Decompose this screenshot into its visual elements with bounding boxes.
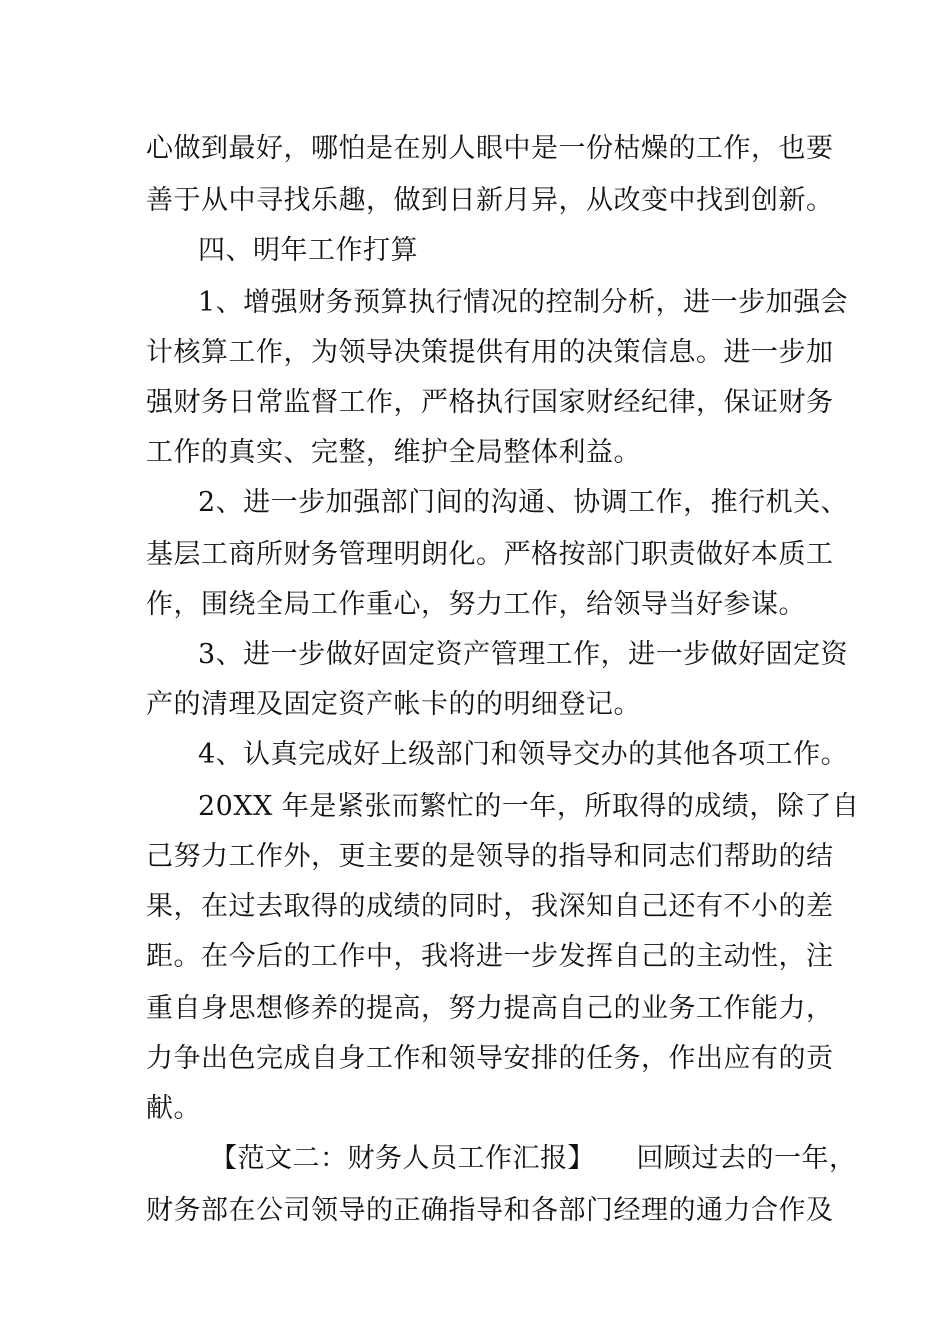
text-line: 强财务日常监督工作，严格执行国家财经纪律，保证财务 — [146, 387, 834, 418]
text-line: 善于从中寻找乐趣，做到日新月异，从改变中找到创新。 — [146, 185, 834, 216]
text-line: 基层工商所财务管理明朗化。严格按部门职责做好本质工 — [146, 539, 834, 570]
text-line: 工作的真实、完整，维护全局整体利益。 — [146, 437, 641, 468]
text-line: 己努力工作外，更主要的是领导的指导和同志们帮助的结 — [146, 841, 834, 872]
text-line: 果，在过去取得的成绩的同时，我深知自己还有不小的差 — [146, 891, 834, 922]
text-line: 距。在今后的工作中，我将进一步发挥自己的主动性，注 — [146, 941, 834, 972]
text-line: 计核算工作，为领导决策提供有用的决策信息。进一步加 — [146, 337, 834, 368]
text-line: 心做到最好，哪怕是在别人眼中是一份枯燥的工作，也要 — [146, 133, 834, 164]
text-line: 1、增强财务预算执行情况的控制分析，进一步加强会 — [198, 287, 849, 318]
text-line: 产的清理及固定资产帐卡的的明细登记。 — [146, 689, 641, 720]
sample-heading-line: 【范文二：财务人员工作汇报】 回顾过去的一年， — [210, 1143, 857, 1174]
text-line: 作，围绕全局工作重心，努力工作，给领导当好参谋。 — [146, 589, 806, 620]
text-line: 财务部在公司领导的正确指导和各部门经理的通力合作及 — [146, 1195, 834, 1226]
text-line: 3、进一步做好固定资产管理工作，进一步做好固定资 — [198, 639, 849, 670]
text-line: 4、认真完成好上级部门和领导交办的其他各项工作。 — [198, 739, 849, 770]
section-heading: 四、明年工作打算 — [198, 235, 418, 266]
text-line: 力争出色完成自身工作和领导安排的任务，作出应有的贡 — [146, 1043, 834, 1074]
text-line: 献。 — [146, 1093, 201, 1124]
text-line: 2、进一步加强部门间的沟通、协调工作，推行机关、 — [198, 487, 849, 518]
text-line: 重自身思想修养的提高，努力提高自己的业务工作能力， — [146, 993, 834, 1024]
text-line: 20XX 年是紧张而繁忙的一年，所取得的成绩，除了自 — [198, 791, 860, 822]
